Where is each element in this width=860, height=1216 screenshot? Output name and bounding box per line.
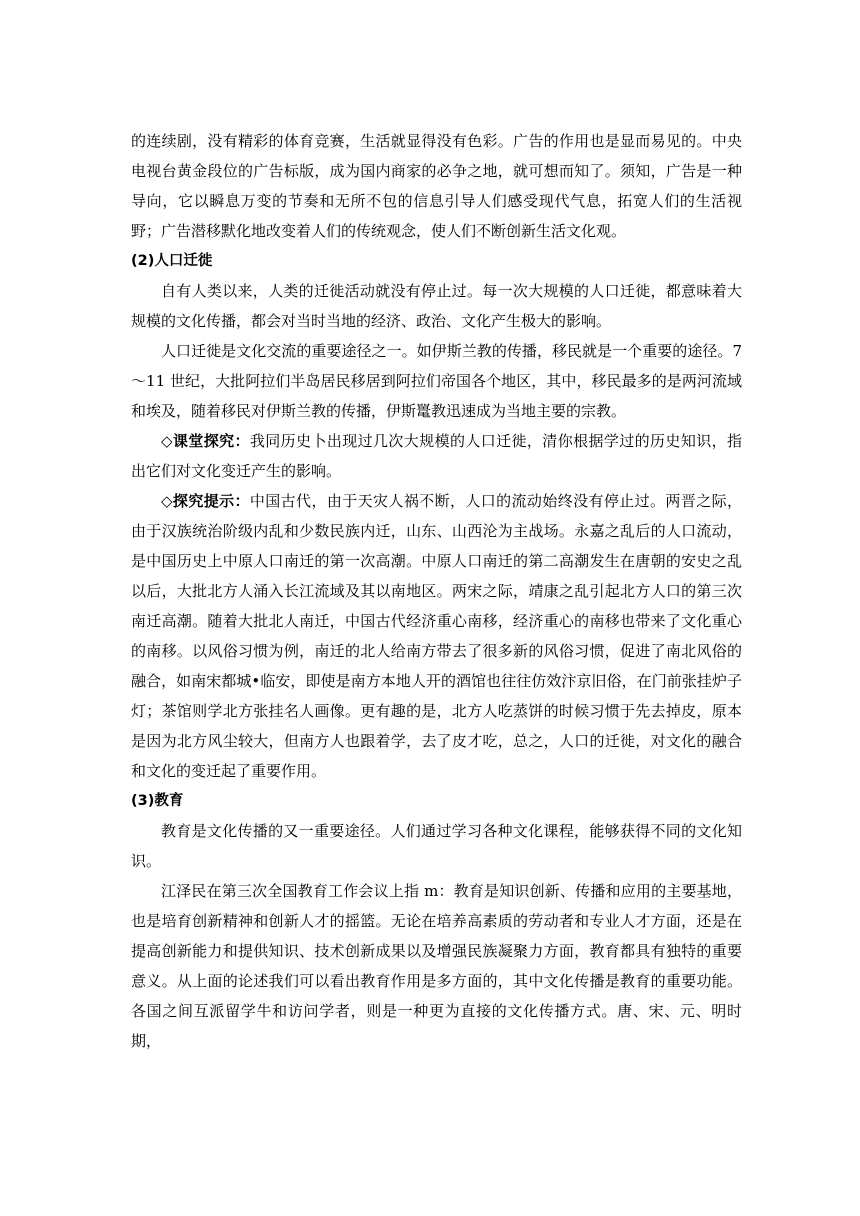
paragraph-migration-islam: 人口迁徙是文化交流的重要途径之一。如伊斯兰教的传播，移民就是一个重要的途径。7～11 世纪，大批阿拉们半岛居民移居到阿拉们帝国各个地区，其中，移民最多的是两河流域和埃及，随着移民对伊斯兰教的传播，伊斯鼍教迅速成为当地主要的宗教。 (131, 342, 742, 420)
classroom-inquiry-text: 我同历史卜出现过几次大规模的人口迁徙，清你根据学过的历史知识，指出它们对文化变迁产生的影响。 (131, 432, 742, 480)
document-page (131, 126, 742, 1056)
paragraph-advertising: 的连续剧，没有精彩的体育竞赛，生活就显得没有色彩。广告的作用也是显而易见的。中央电视台黄金段位的广告标版，成为国内商家的必争之地，就可想而知了。须知，广告是一种导向，它以瞬息万变的节奏和无所不包的信息引导人们感受现代气息，拓宽人们的生活视野；广告潜移默化地改变着人们的传统观念，使人们不断创新生活文化观。 (131, 132, 742, 240)
inquiry-hint-text: 中国古代，由于天灾人祸不断，人口的流动始终没有停止过。两晋之际，由于汉族统治阶级内乱和少数民族内迁，山东、山西沦为主战场。永嘉之乱后的人口流动，是中国历史上中原人口南迁的第一次高潮。中原人口南迁的第二高潮发生在唐朝的安史之乱以后，大批北方人涌入长江流域及其以南地区。两宋之际，靖康之乱引起北方人口的第三次南迁高潮。随着大批北人南迁，中国古代经济重心南移，经济重心的南移也带来了文化重心的南移。以风俗习惯为例，南迁的北人给南方带去了很多新的风俗习惯，促进了南北风俗的融合，如南宋都城•临安，即使是南方本地人开的酒馆也往往仿效汴京旧俗，在门前张挂炉子灯；茶馆则学北方张挂名人画像。更有趣的是，北方人吃蒸饼的时候习惯于先去掉皮，原本是因为北方风尘较大，但南方人也跟着学，去了皮才吃，总之，人口的迁徙，对文化的融合和文化的变迁起了重要作用。 (131, 492, 742, 780)
paragraph-education-intro: 教育是文化传播的又一重要途径。人们通过学习各种文化课程，能够获得不同的文化知识。 (131, 822, 742, 870)
classroom-inquiry-label: ◇课堂探究： (161, 432, 250, 450)
paragraph-migration-intro: 自有人类以来，人类的迁徙活动就没有停止过。每一次大规模的人口迁徙，都意味着大规模的文化传播，都会对当时当地的经济、政治、文化产生极大的影响。 (131, 282, 742, 330)
paragraph-inquiry-hint (131, 486, 742, 786)
paragraph-classroom-inquiry (131, 426, 742, 486)
section-heading-education: (3)教育 (131, 793, 184, 809)
inquiry-hint-label: ◇探究提示： (161, 492, 250, 510)
section-heading-migration: (2)人口迁徙 (131, 253, 213, 269)
paragraph-education-jiang: 江泽民在第三次全国教育工作会议上指 m：教育是知识创新、传播和应用的主要基地，也是培育创新精神和创新人才的摇篮。无论在培养高素质的劳动者和专业人才方面，还是在提高创新能力和提供知识、技术创新成果以及增强民族凝聚力方面，教育都具有独特的重要意义。从上面的论述我们可以看出教育作用是多方面的，其中文化传播是教育的重要功能。各国之间互派留学牛和访问学者，则是一种更为直接的文化传播方式。唐、宋、元、明时期， (131, 882, 742, 1050)
